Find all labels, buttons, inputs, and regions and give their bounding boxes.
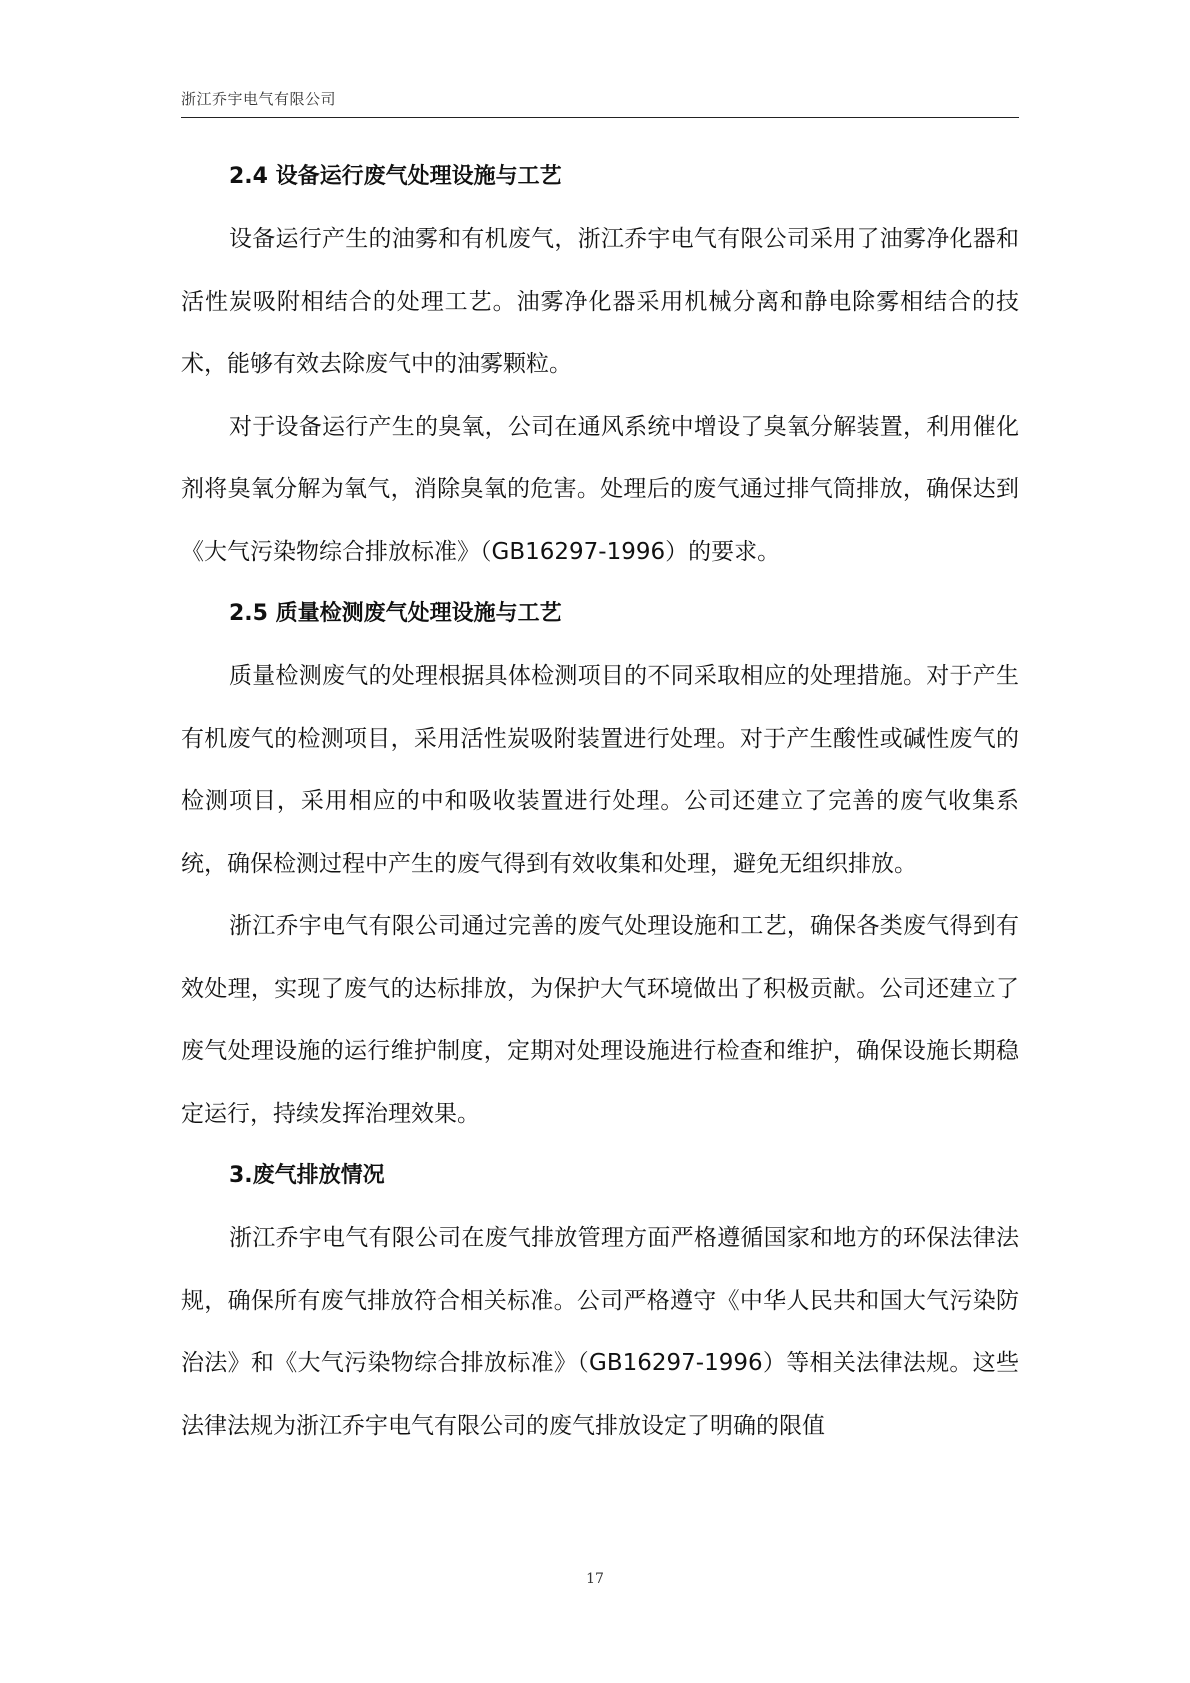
paragraph: 浙江乔宇电气有限公司在废气排放管理方面严格遵循国家和地方的环保法律法规，确保所有废气排放符合相关标准。公司严格遵守《中华人民共和国大气污染防治法》和《大气污染物综合排放标准》（GB16297-1996）等相关法律法规。这些法律法规为浙江乔宇电气有限公司的废气排放设定了明确的限值 <box>181 1225 1019 1439</box>
header-divider <box>181 117 1019 118</box>
document-body <box>181 146 1019 1457</box>
section-heading-2-5: 2.5 质量检测废气处理设施与工艺 <box>229 601 562 626</box>
paragraph: 对于设备运行产生的臭氧，公司在通风系统中增设了臭氧分解装置，利用催化剂将臭氧分解为氧气，消除臭氧的危害。处理后的废气通过排气筒排放，确保达到《大气污染物综合排放标准》（GB16297-1996）的要求。 <box>181 413 1019 565</box>
paragraph: 设备运行产生的油雾和有机废气，浙江乔宇电气有限公司采用了油雾净化器和活性炭吸附相结合的处理工艺。油雾净化器采用机械分离和静电除雾相结合的技术，能够有效去除废气中的油雾颗粒。 <box>181 226 1019 377</box>
paragraph: 质量检测废气的处理根据具体检测项目的不同采取相应的处理措施。对于产生有机废气的检测项目，采用活性炭吸附装置进行处理。对于产生酸性或碱性废气的检测项目，采用相应的中和吸收装置进行处理。公司还建立了完善的废气收集系统，确保检测过程中产生的废气得到有效收集和处理，避免无组织排放。 <box>181 663 1019 877</box>
paragraph: 浙江乔宇电气有限公司通过完善的废气处理设施和工艺，确保各类废气得到有效处理，实现了废气的达标排放，为保护大气环境做出了积极贡献。公司还建立了废气处理设施的运行维护制度，定期对处理设施进行检查和维护，确保设施长期稳定运行，持续发挥治理效果。 <box>181 913 1019 1127</box>
section-heading-2-4: 2.4 设备运行废气处理设施与工艺 <box>229 164 562 189</box>
page-number: 17 <box>586 1571 604 1587</box>
page-header: 浙江乔宇电气有限公司 <box>181 90 337 108</box>
section-heading-3: 3.废气排放情况 <box>229 1163 385 1188</box>
